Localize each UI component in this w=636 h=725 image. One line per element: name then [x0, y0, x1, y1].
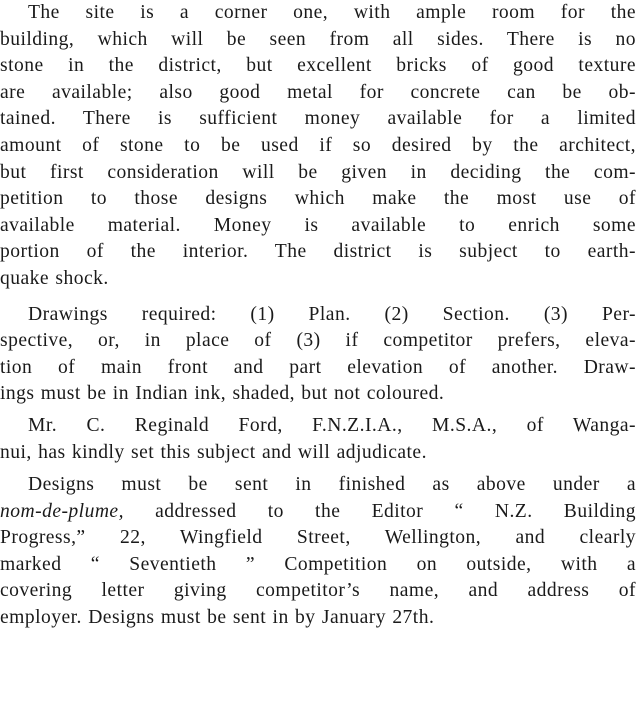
- text-line: quake shock.: [0, 267, 109, 289]
- text-line: portion of the interior. The district is subject to earth-: [0, 241, 636, 263]
- text-line: nui, has kindly set this subject and will adjudicate.: [0, 441, 427, 463]
- text-line: are available; also good metal for concrete can be ob-: [0, 81, 636, 103]
- text-line: Drawings required: (1) Plan. (2) Section. (3) Per-: [28, 303, 636, 325]
- text-line: building, which will be seen from all sides. There is no: [0, 28, 636, 50]
- text-line: Mr. C. Reginald Ford, F.N.Z.I.A., M.S.A., of Wanga-: [28, 414, 636, 436]
- text-line: marked “ Seventieth ” Competition on outside, with a: [0, 553, 636, 575]
- text-segment: addressed to the Editor “ N.Z. Building: [123, 500, 636, 522]
- text-line: spective, or, in place of (3) if competitor prefers, eleva-: [0, 330, 636, 352]
- text-line: tion of main front and part elevation of another. Draw-: [0, 356, 636, 378]
- paragraph-adjudicator: [0, 413, 636, 466]
- paragraph-submission-instructions: [0, 472, 636, 632]
- paragraph-drawings-required: [0, 302, 636, 408]
- text-line: available material. Money is available to enrich some: [0, 214, 636, 236]
- text-line: Designs must be sent in finished as above under a: [28, 474, 636, 496]
- text-line: Progress,” 22, Wingfield Street, Wellington, and clearly: [0, 527, 636, 549]
- text-line: The site is a corner one, with ample room for the: [28, 2, 636, 23]
- text-line: petition to those designs which make the most use of: [0, 188, 636, 210]
- text-line: tained. There is sufficient money available for a limited: [0, 108, 636, 130]
- text-line: amount of stone to be used if so desired by the architect,: [0, 134, 636, 156]
- text-line: stone in the district, but excellent bricks of good texture: [0, 55, 636, 77]
- text-line: employer. Designs must be sent in by January 27th.: [0, 607, 435, 629]
- text-line: covering letter giving competitor’s name, and address of: [0, 580, 636, 602]
- text-line: but first consideration will be given in deciding the com-: [0, 161, 636, 183]
- text-line: [0, 499, 636, 526]
- italic-phrase: nom-de-plume,: [0, 500, 124, 522]
- paragraph-site-description: [0, 0, 636, 293]
- text-line: ings must be in Indian ink, shaded, but not coloured.: [0, 383, 445, 405]
